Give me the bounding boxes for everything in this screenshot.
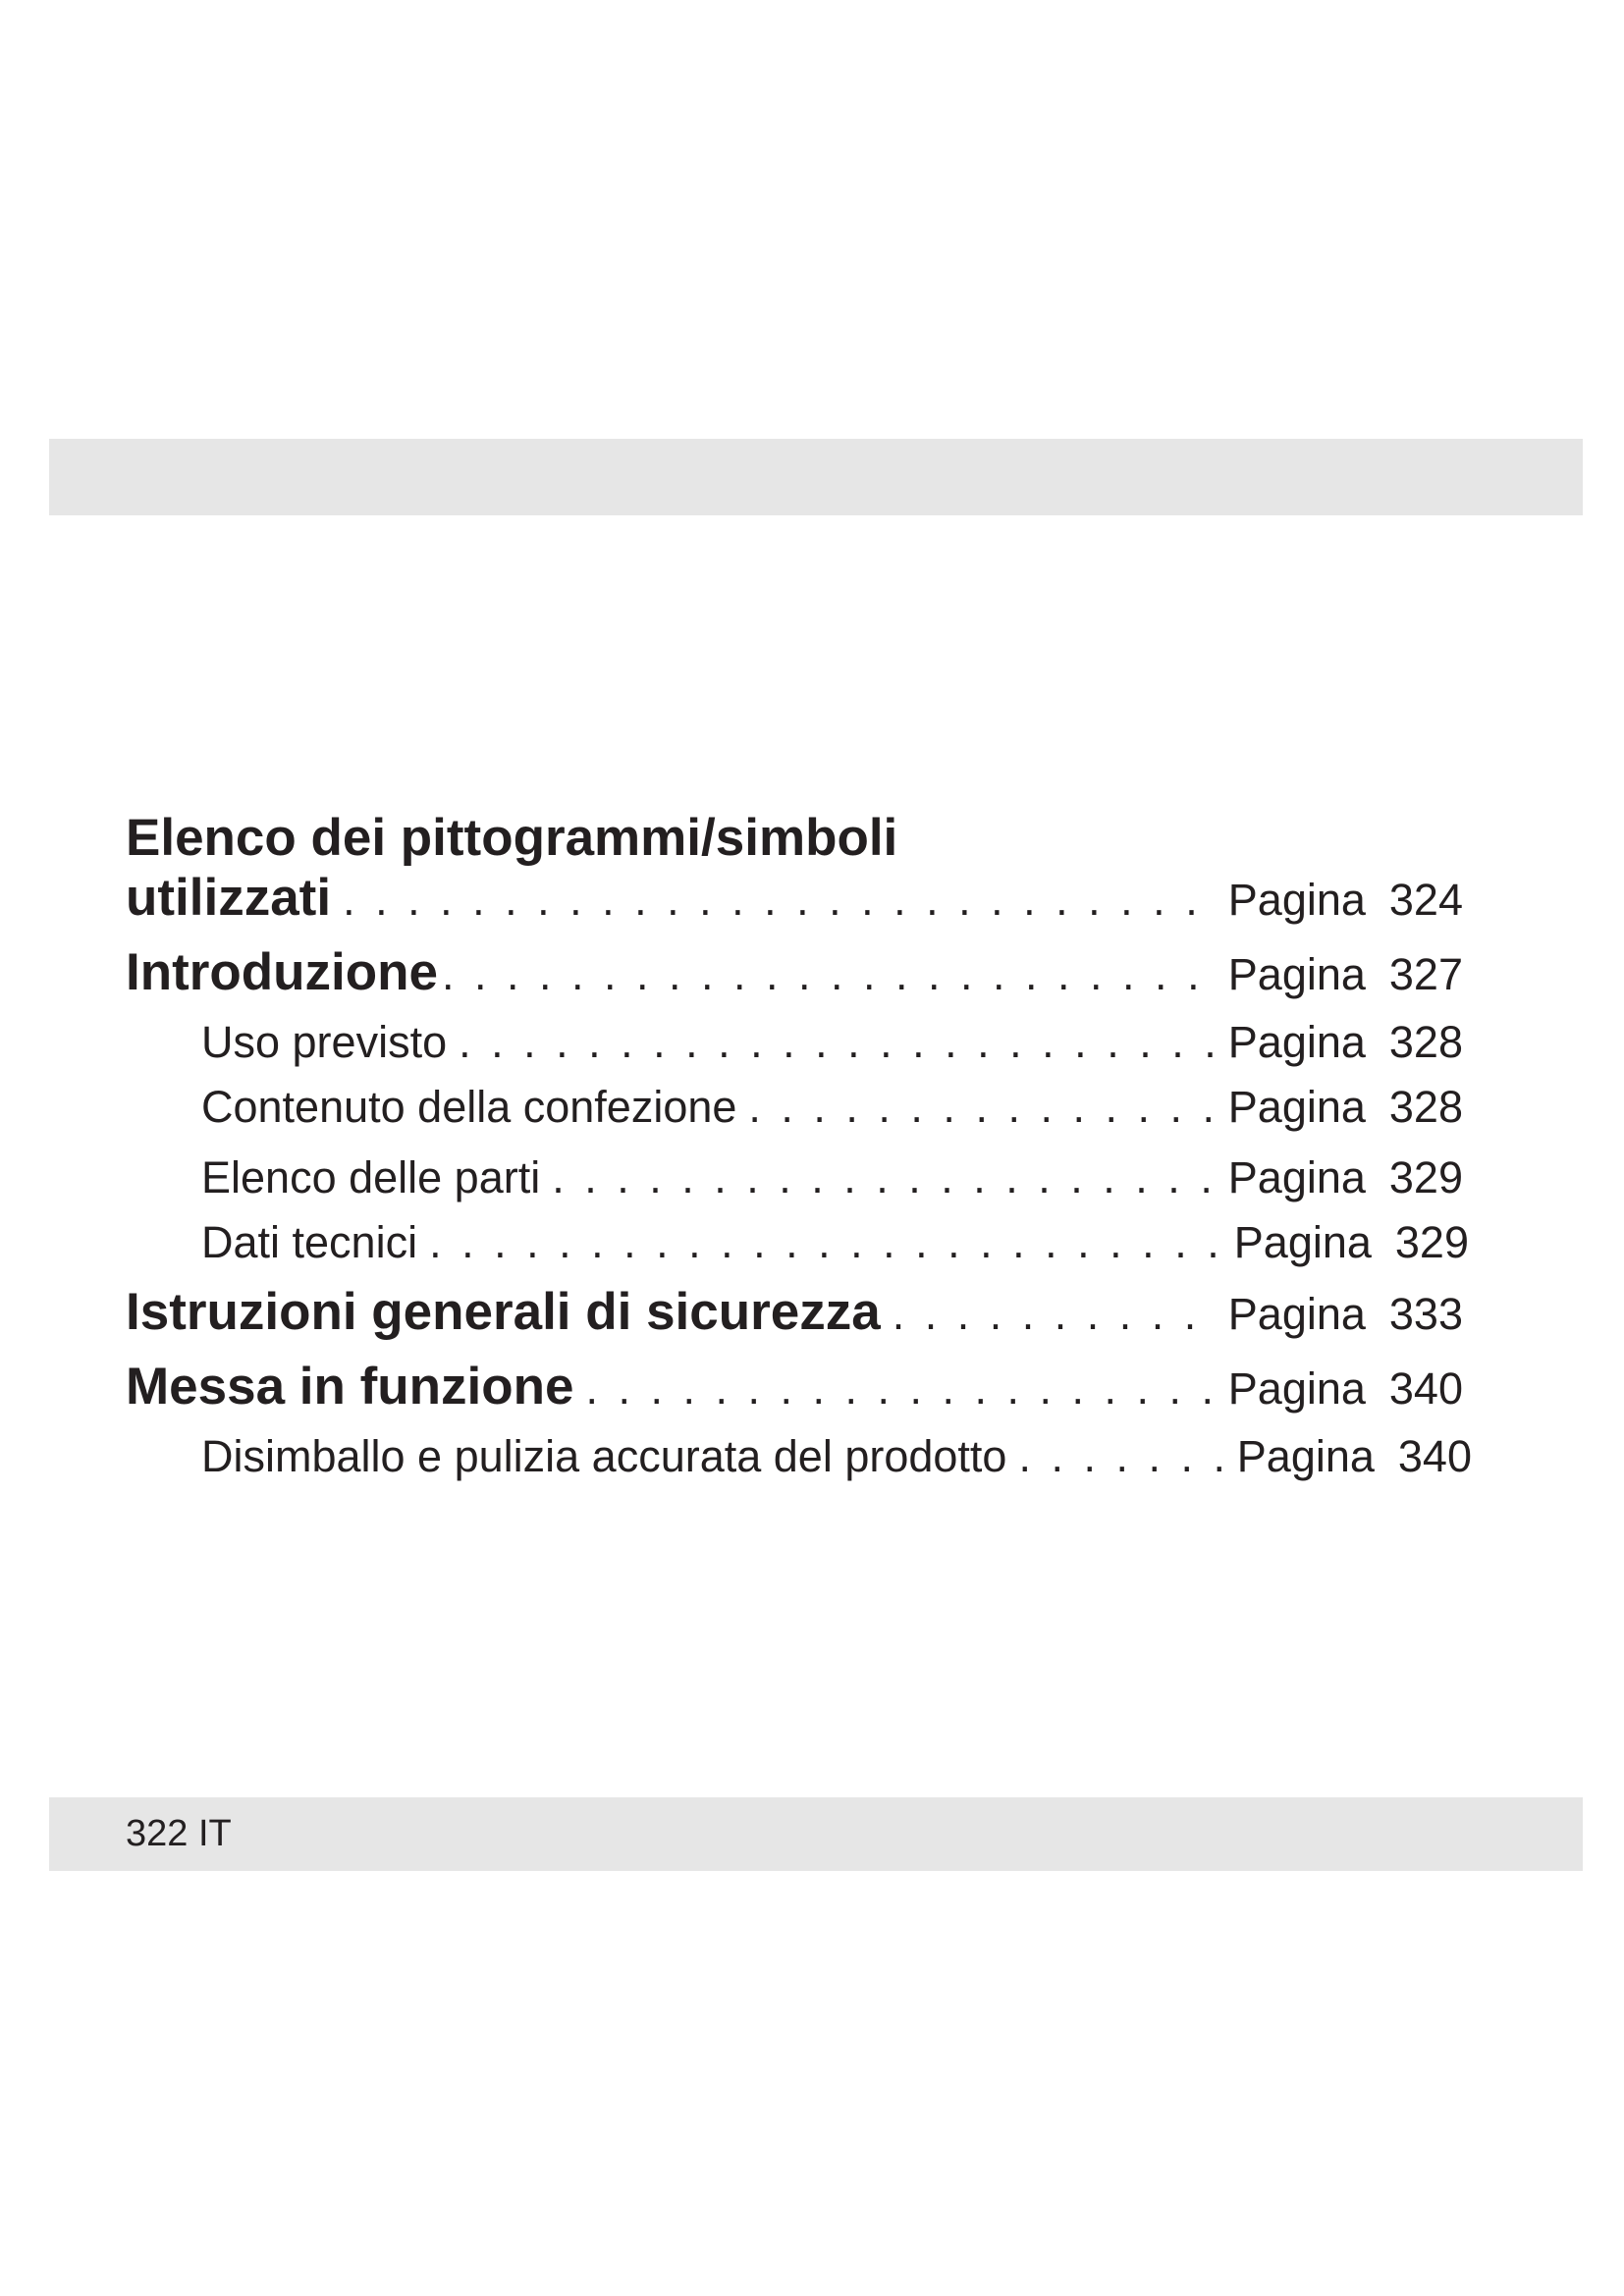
page-ref: Pagina 329: [1227, 1152, 1463, 1202]
toc-entry[interactable]: [126, 868, 1463, 928]
toc-entry-title: Dati tecnici: [201, 1217, 418, 1267]
toc-entry-title: Elenco delle parti: [201, 1152, 541, 1202]
page-ref: Pagina 333: [1227, 1289, 1463, 1339]
toc-subentry[interactable]: [201, 1082, 1463, 1133]
toc-entry-title: Introduzione: [126, 943, 438, 1001]
toc-subentry[interactable]: [201, 1017, 1463, 1068]
toc-subentry[interactable]: [201, 1431, 1472, 1482]
leader-dots: [459, 1017, 1218, 1068]
leader-dots: [748, 1082, 1218, 1133]
toc-subentry[interactable]: [201, 1217, 1469, 1268]
page-ref: Pagina 327: [1227, 949, 1463, 999]
footer-band: [49, 1797, 1583, 1871]
leader-dots: [893, 1289, 1218, 1340]
page-ref: Pagina 328: [1227, 1082, 1463, 1132]
page-number-label: 322 IT: [126, 1813, 232, 1854]
toc-entry[interactable]: [126, 942, 1463, 1002]
leader-dots: [343, 875, 1218, 926]
leader-dots: [1018, 1431, 1226, 1482]
header-band: [49, 439, 1583, 515]
toc-entry-title: Istruzioni generali di sicurezza: [126, 1283, 881, 1341]
toc-entry-title: Uso previsto: [201, 1017, 448, 1067]
leader-dots: [442, 949, 1218, 1000]
toc-entry-title: utilizzati: [126, 869, 332, 927]
page-ref: Pagina 328: [1227, 1017, 1463, 1067]
leader-dots: [585, 1363, 1218, 1415]
toc-entry-title: Elenco dei pittogrammi/simboli: [126, 809, 898, 867]
page-ref: Pagina 324: [1227, 875, 1463, 925]
page-ref: Pagina 340: [1227, 1363, 1463, 1414]
toc-subentry[interactable]: [201, 1152, 1463, 1203]
leader-dots: [552, 1152, 1218, 1203]
toc-entry[interactable]: [126, 1282, 1463, 1342]
toc-entry-title: Messa in funzione: [126, 1358, 574, 1415]
page-ref: Pagina 329: [1233, 1217, 1469, 1267]
toc-entry-title: Disimballo e pulizia accurata del prodotto: [201, 1431, 1007, 1481]
toc-entry-title: Contenuto della confezione: [201, 1082, 737, 1132]
page-ref: Pagina 340: [1236, 1431, 1472, 1481]
toc-entry[interactable]: [126, 1357, 1463, 1416]
leader-dots: [429, 1217, 1224, 1268]
